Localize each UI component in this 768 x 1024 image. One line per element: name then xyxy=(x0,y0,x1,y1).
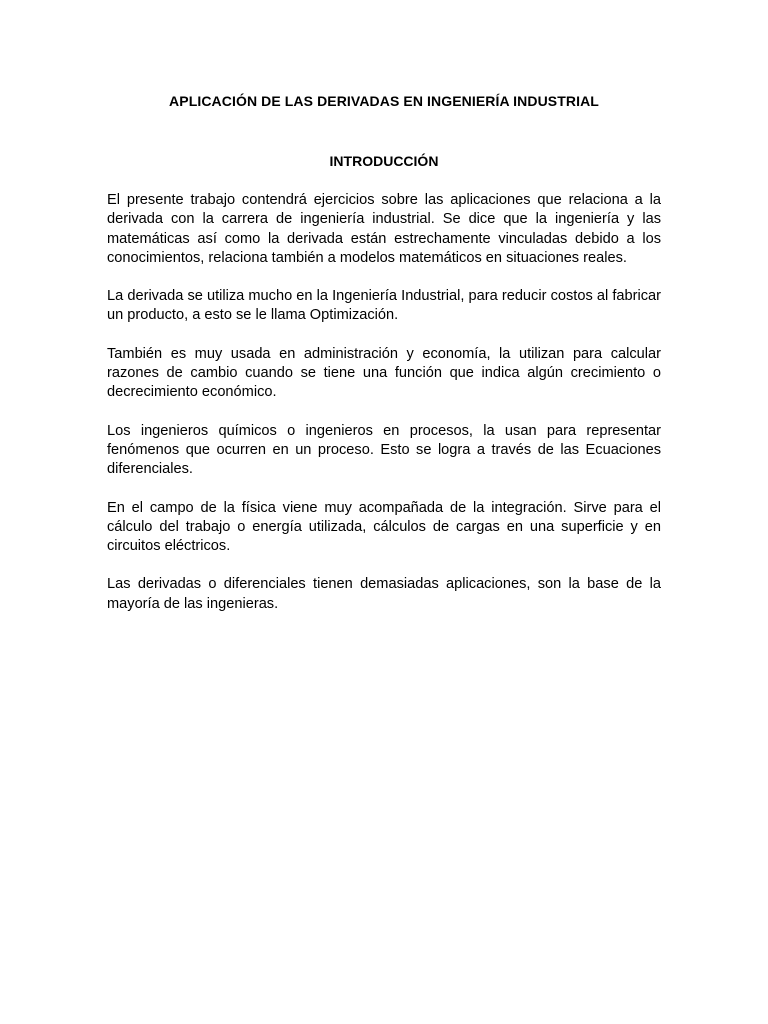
paragraph: Los ingenieros químicos o ingenieros en procesos, la usan para representar fenómenos que ocurren en un proceso. Esto se logra a través de las Ecuaciones diferenciales. xyxy=(107,422,661,478)
paragraph: También es muy usada en administración y economía, la utilizan para calcular razones de cambio cuando se tiene una función que indica algún crecimiento o decrecimiento económico. xyxy=(107,345,661,401)
section-heading-introduccion: INTRODUCCIÓN xyxy=(329,153,439,169)
paragraph: En el campo de la física viene muy acompañada de la integración. Sirve para el cálculo del trabajo o energía utilizada, cálculos de cargas en una superficie y en circuitos eléctricos. xyxy=(107,499,661,555)
paragraph: Las derivadas o diferenciales tienen demasiadas aplicaciones, son la base de la mayoría de las ingenieras. xyxy=(107,576,661,612)
document-body xyxy=(107,191,661,614)
paragraph: El presente trabajo contendrá ejercicios sobre las aplicaciones que relaciona a la derivada con la carrera de ingeniería industrial. Se dice que la ingeniería y las matemáticas así como la derivada están estrechamente vinculadas debido a los conocimientos, relaciona también a modelos matemáticos en situaciones reales. xyxy=(107,192,661,266)
document-title: APLICACIÓN DE LAS DERIVADAS EN INGENIERÍA INDUSTRIAL xyxy=(169,93,599,109)
paragraph: La derivada se utiliza mucho en la Ingeniería Industrial, para reducir costos al fabricar un producto, a esto se le llama Optimización. xyxy=(107,288,661,324)
